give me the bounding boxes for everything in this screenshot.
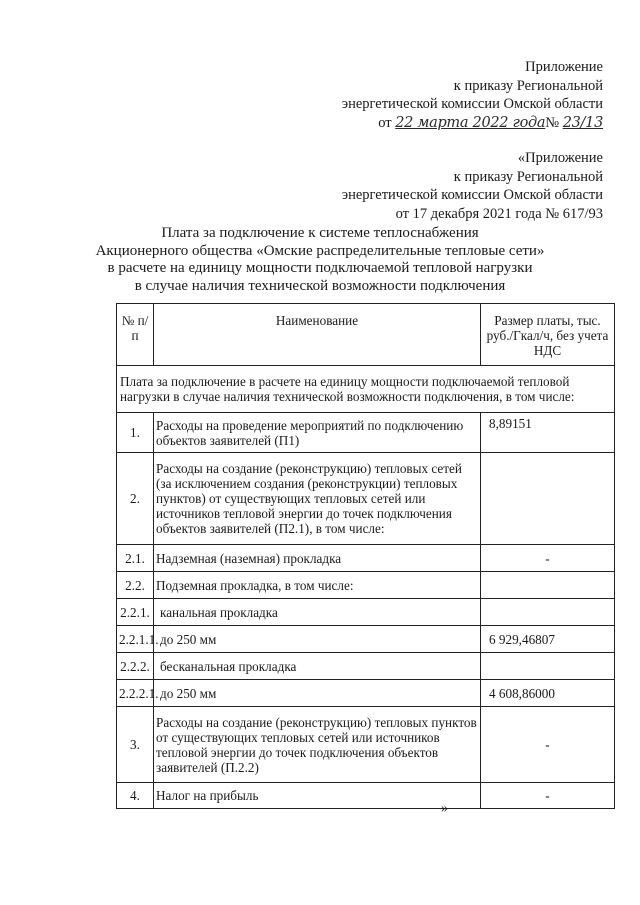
handwritten-number: 23/13 <box>562 114 603 131</box>
table-row <box>117 707 615 783</box>
order-header <box>342 58 603 132</box>
header-line: к приказу Региональной <box>453 77 603 94</box>
table-row <box>117 653 615 680</box>
row-name: до 250 мм <box>154 626 481 653</box>
header-line: Приложение <box>525 59 603 75</box>
header-line: энергетической комиссии Омской области <box>341 187 603 203</box>
header-line: от 17 декабря 2021 года № 617/93 <box>395 205 603 222</box>
row-name: Надземная (наземная) прокладка <box>154 545 481 572</box>
fee-table <box>116 303 615 809</box>
row-value <box>481 453 615 545</box>
table-row <box>117 413 615 453</box>
row-name: Расходы на создание (реконструкцию) тепловых сетей (за исключением создания (реконструкции) тепловых пунктов) от существующих тепловых сетей или источников тепловой энергии до точек подключения объектов заявителей (П2.1), в том числе: <box>154 453 481 545</box>
header-num: № п/п <box>117 304 154 366</box>
table-row <box>117 680 615 707</box>
row-value: 6 929,46807 <box>481 626 615 653</box>
row-num: 2.1. <box>117 545 154 572</box>
row-num: 2.2. <box>117 572 154 599</box>
number-label: № <box>545 114 560 131</box>
table-row <box>117 626 615 653</box>
row-num: 2. <box>117 453 154 545</box>
closing-quote: » <box>441 801 448 816</box>
previous-order-header <box>342 149 603 223</box>
row-name: Подземная прокладка, в том числе: <box>154 572 481 599</box>
row-num: 2.2.2. <box>117 653 154 680</box>
order-date-line <box>342 114 603 133</box>
document-title <box>60 225 580 295</box>
row-name: до 250 мм <box>154 680 481 707</box>
row-value <box>481 599 615 626</box>
row-value: - <box>481 545 615 572</box>
table-row <box>117 453 615 545</box>
row-value: - <box>481 707 615 783</box>
title-line: в расчете на единицу мощности подключаемой тепловой нагрузки <box>107 260 533 276</box>
table-header-row <box>117 304 615 366</box>
table-row <box>117 599 615 626</box>
row-num: 2.2.2.1. <box>117 680 154 707</box>
section-text: Плата за подключение в расчете на единицу мощности подключаемой тепловой нагрузки в случае наличия технической возможности подключения, в том числе: <box>117 366 615 413</box>
header-line: «Приложение <box>517 150 603 166</box>
row-num: 1. <box>117 413 154 453</box>
row-name: бесканальная прокладка <box>154 653 481 680</box>
table-row <box>117 545 615 572</box>
row-value: 8,89151 <box>481 413 615 453</box>
row-num: 3. <box>117 707 154 783</box>
title-line: в случае наличия технической возможности подключения <box>134 277 506 294</box>
title-line: Плата за подключение к системе теплоснабжения <box>161 225 479 241</box>
title-line: Акционерного общества «Омские распределительные тепловые сети» <box>95 242 545 259</box>
row-value <box>481 572 615 599</box>
footer-line <box>257 808 445 809</box>
section-row <box>117 366 615 413</box>
header-value: Размер платы, тыс. руб./Гкал/ч, без учета НДС <box>481 304 615 366</box>
row-num: 2.2.1. <box>117 599 154 626</box>
row-value: - <box>481 783 615 809</box>
row-num: 2.2.1.1. <box>117 626 154 653</box>
table-row <box>117 572 615 599</box>
row-value <box>481 653 615 680</box>
row-name: канальная прокладка <box>154 599 481 626</box>
row-name: Расходы на создание (реконструкцию) тепловых пунктов от существующих тепловых сетей или источников тепловой энергии до точек подключения объектов заявителей (П.2.2) <box>154 707 481 783</box>
row-name: Расходы на проведение мероприятий по подключению объектов заявителей (П1) <box>154 413 481 453</box>
header-name: Наименование <box>154 304 481 366</box>
header-line: энергетической комиссии Омской области <box>341 96 603 112</box>
from-label: от <box>378 114 392 131</box>
handwritten-date: 22 марта 2022 года <box>395 114 546 131</box>
row-name: Налог на прибыль <box>154 783 481 809</box>
header-line: к приказу Региональной <box>453 168 603 185</box>
table-row <box>117 783 615 809</box>
row-value: 4 608,86000 <box>481 680 615 707</box>
row-num: 4. <box>117 783 154 809</box>
